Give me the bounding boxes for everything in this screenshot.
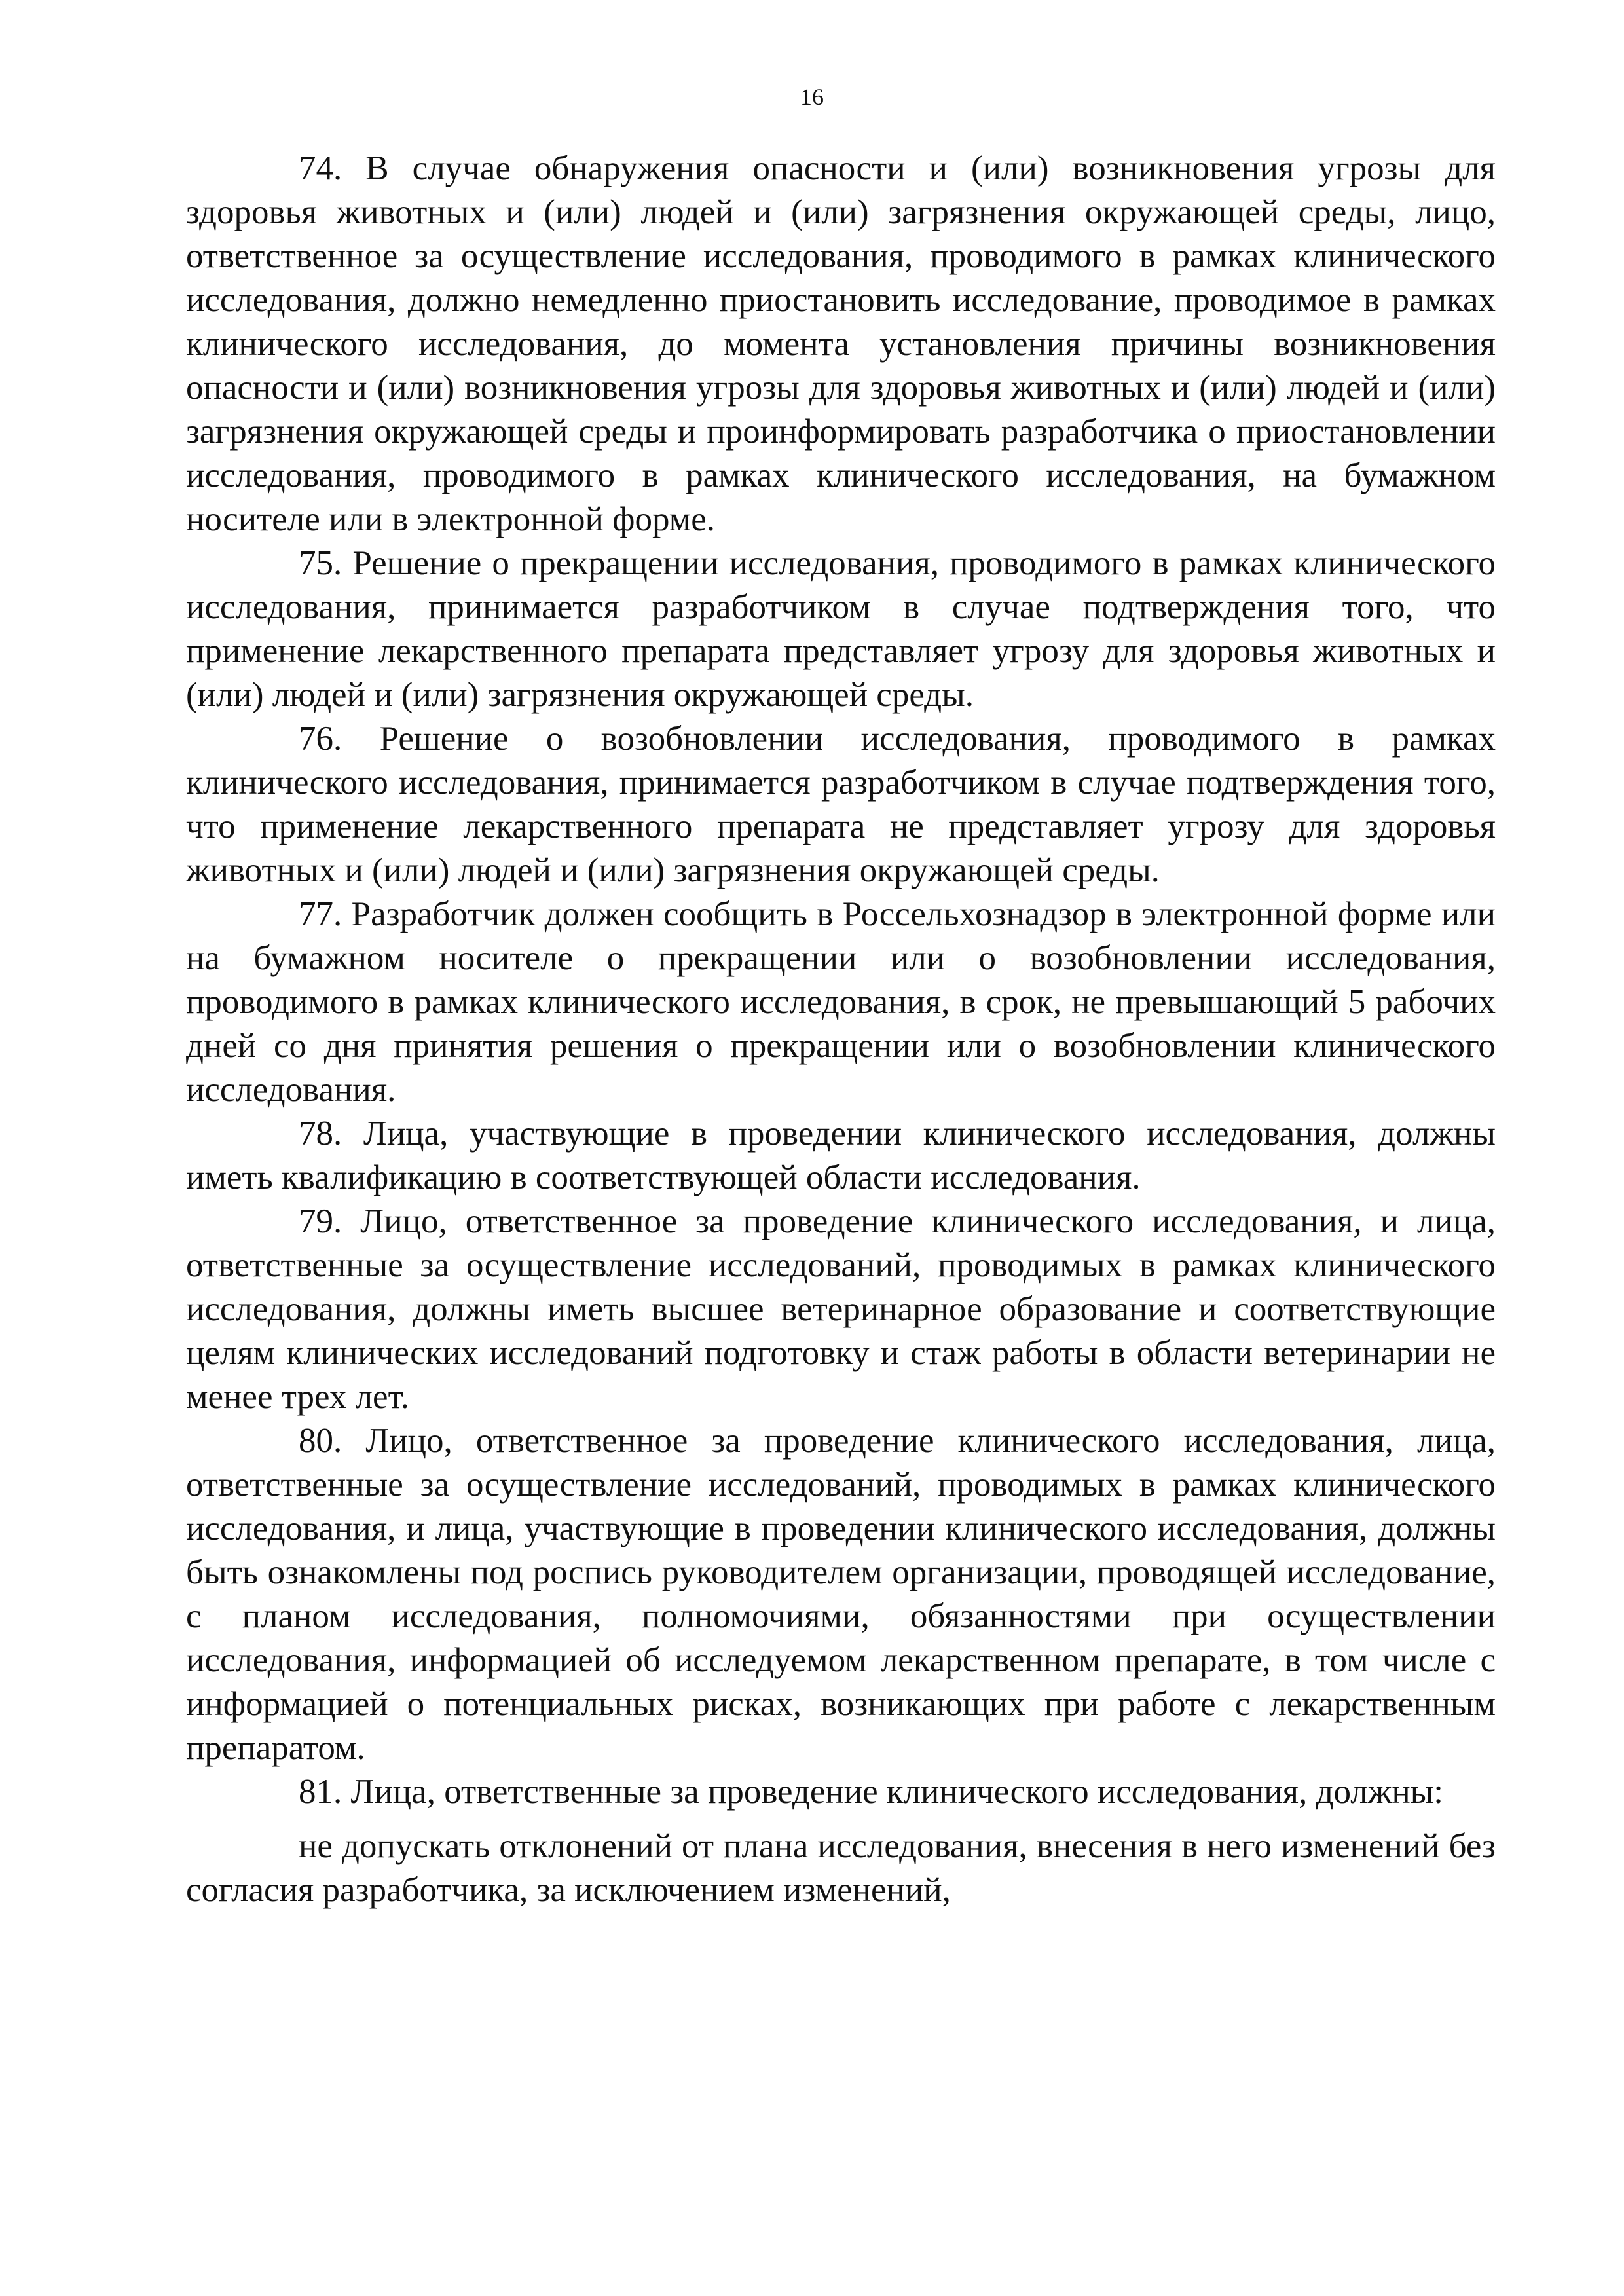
paragraph-78: 78. Лица, участвующие в проведении клинического исследования, должны иметь квалификацию в соответствующей области исследования. (186, 1115, 1496, 1196)
document-body (186, 147, 1496, 1912)
page-number: 16 (800, 84, 824, 110)
paragraph-76: 76. Решение о возобновлении исследования, проводимого в рамках клинического исследования, принимается разработчиком в случае подтверждения того, что применение лекарственного препарата не представляет угрозу для здоровья животных и (или) людей и (или) загрязнения окружающей среды. (186, 720, 1496, 889)
paragraph-80: 80. Лицо, ответственное за проведение клинического исследования, лица, ответственные за осуществление исследований, проводимых в рамках клинического исследования, и лица, участвующие в проведении клинического исследования, должны быть ознакомлены под роспись руководителем организации, проводящей исследование, с планом исследования, полномочиями, обязанностями при осуществлении исследования, информацией об исследуемом лекарственном препарате, в том числе с информацией о потенциальных рисках, возникающих при работе с лекарственным препаратом. (186, 1422, 1496, 1767)
paragraph-81: 81. Лица, ответственные за проведение клинического исследования, должны: (299, 1773, 1444, 1811)
paragraph-81-item: не допускать отклонений от плана исследования, внесения в него изменений без согласия разработчика, за исключением изменений, (186, 1827, 1496, 1909)
paragraph-75: 75. Решение о прекращении исследования, проводимого в рамках клинического исследования, принимается разработчиком в случае подтверждения того, что применение лекарственного препарата представляет угрозу для здоровья животных и (или) людей и (или) загрязнения окружающей среды. (186, 544, 1496, 714)
paragraph-79: 79. Лицо, ответственное за проведение клинического исследования, и лица, ответственные за осуществление исследований, проводимых в рамках клинического исследования, должны иметь высшее ветеринарное образование и соответствующие целям клинических исследований подготовку и стаж работы в области ветеринарии не менее трех лет. (186, 1202, 1496, 1416)
paragraph-77: 77. Разработчик должен сообщить в Россельхознадзор в электронной форме или на бумажном носителе о прекращении или о возобновлении исследования, проводимого в рамках клинического исследования, в срок, не превышающий 5 рабочих дней со дня принятия решения о прекращении или о возобновлении клинического исследования. (186, 895, 1496, 1109)
paragraph-74: 74. В случае обнаружения опасности и (или) возникновения угрозы для здоровья животных и (или) людей и (или) загрязнения окружающей среды, лицо, ответственное за осуществление исследования, проводимого в рамках клинического исследования, должно немедленно приостановить исследование, проводимое в рамках клинического исследования, до момента установления причины возникновения опасности и (или) возникновения угрозы для здоровья животных и (или) людей и (или) загрязнения окружающей среды и проинформировать разработчика о приостановлении исследования, проводимого в рамках клинического исследования, на бумажном носителе или в электронной форме. (186, 149, 1496, 538)
